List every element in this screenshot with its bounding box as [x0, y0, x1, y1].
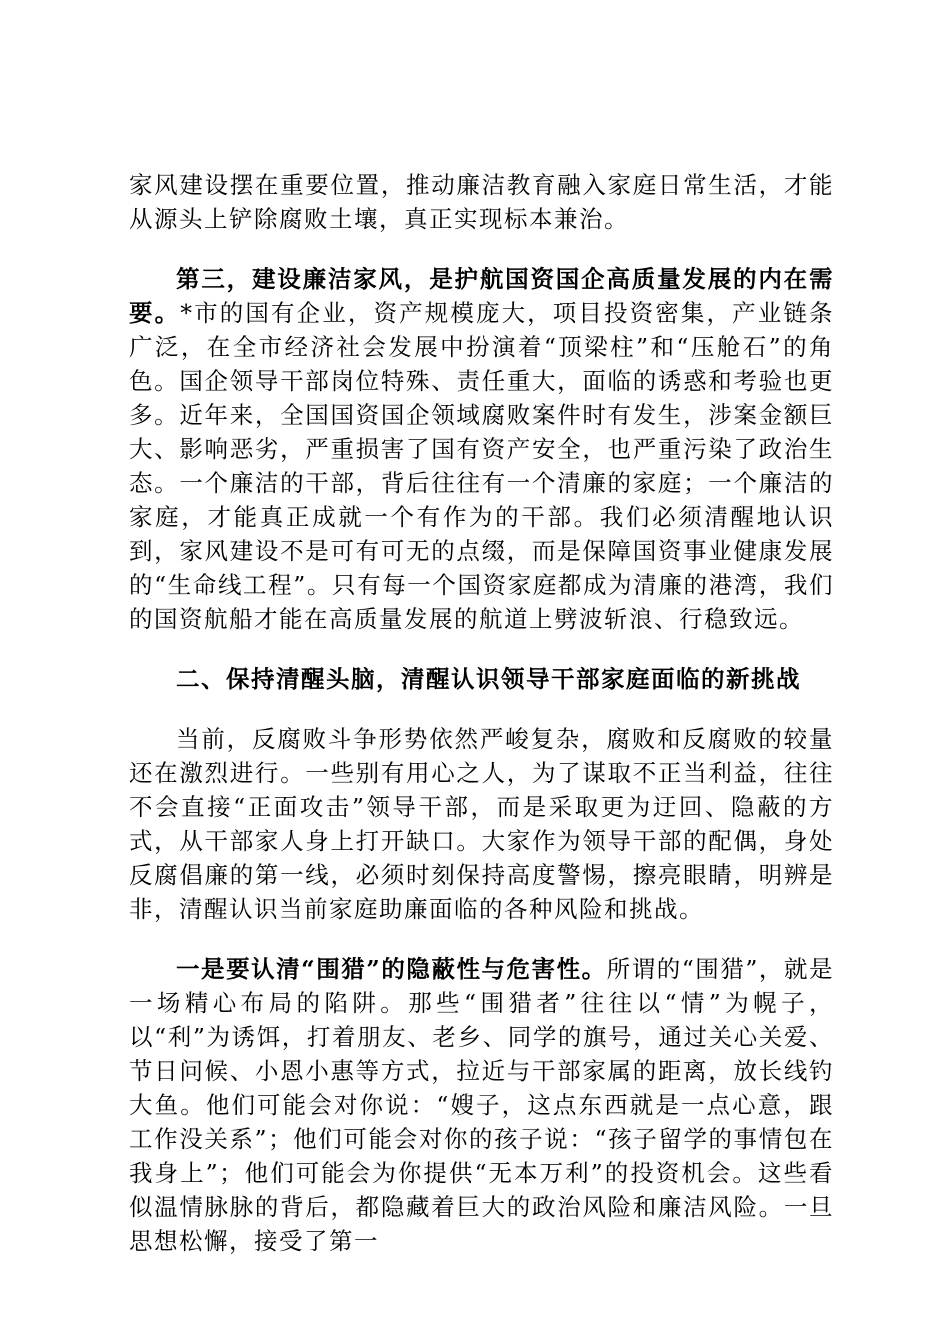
paragraph-lead-bold: 第三，建设廉洁家风，是护航国资国企高质量发展的内在需要。 [129, 265, 834, 327]
paragraph-text: 当前，反腐败斗争形势依然严峻复杂，腐败和反腐败的较量还在激烈进行。一些别有用心之人，为了谋取不正当利益，往往不会直接“正面攻击”领导干部，而是采取更为迂回、隐蔽的方式，从干部家人身上打开缺口。大家作为领导干部的配偶，身处反腐倡廉的第一线，必须时刻保持高度警惕，擦亮眼睛，明辨是非，清醒认识当前家庭助廉面临的各种风险和挑战。 [129, 725, 834, 923]
paragraph-text: 家风建设摆在重要位置，推动廉洁教育融入家庭日常生活，才能从源头上铲除腐败土壤，真正实现标本兼治。 [129, 171, 834, 233]
paragraph-third-point [129, 262, 834, 636]
document-body [129, 168, 834, 1284]
paragraph-current-situation [129, 722, 834, 926]
paragraph-continuation [129, 168, 834, 236]
paragraph-text: 所谓的“围猎”，就是一场精心布局的陷阱。那些“围猎者”往往以“情”为幌子，以“利”为诱饵，打着朋友、老乡、同学的旗号，通过关心关爱、节日问候、小恩小惠等方式，拉近与干部家属的距离，放长线钓大鱼。他们可能会对你说：“嫂子，这点东西就是一点心意，跟工作没关系”；他们可能会对你的孩子说：“孩子留学的事情包在我身上”；他们可能会为你提供“无本万利”的投资机会。这些看似温情脉脉的背后，都隐藏着巨大的政治风险和廉洁风险。一旦思想松懈，接受了第一 [129, 955, 834, 1255]
paragraph-lead-bold: 一是要认清“围猎”的隐蔽性与危害性。 [176, 955, 607, 983]
paragraph-text: *市的国有企业，资产规模庞大，项目投资密集，产业链条广泛，在全市经济社会发展中扮演着“顶梁柱”和“压舱石”的角色。国企领导干部岗位特殊、责任重大，面临的诱惑和考验也更多。近年来，全国国资国企领域腐败案件时有发生，涉案金额巨大、影响恶劣，严重损害了国有资产安全，也严重污染了政治生态。一个廉洁的干部，背后往往有一个清廉的家庭；一个廉洁的家庭，才能真正成就一个有作为的干部。我们必须清醒地认识到，家风建设不是可有可无的点缀，而是保障国资事业健康发展的“生命线工程”。只有每一个国资家庭都成为清廉的港湾，我们的国资航船才能在高质量发展的航道上劈波斩浪、行稳致远。 [129, 299, 835, 633]
paragraph-hunting [129, 952, 834, 1258]
section-heading-2: 二、保持清醒头脑，清醒认识领导干部家庭面临的新挑战 [176, 665, 801, 693]
